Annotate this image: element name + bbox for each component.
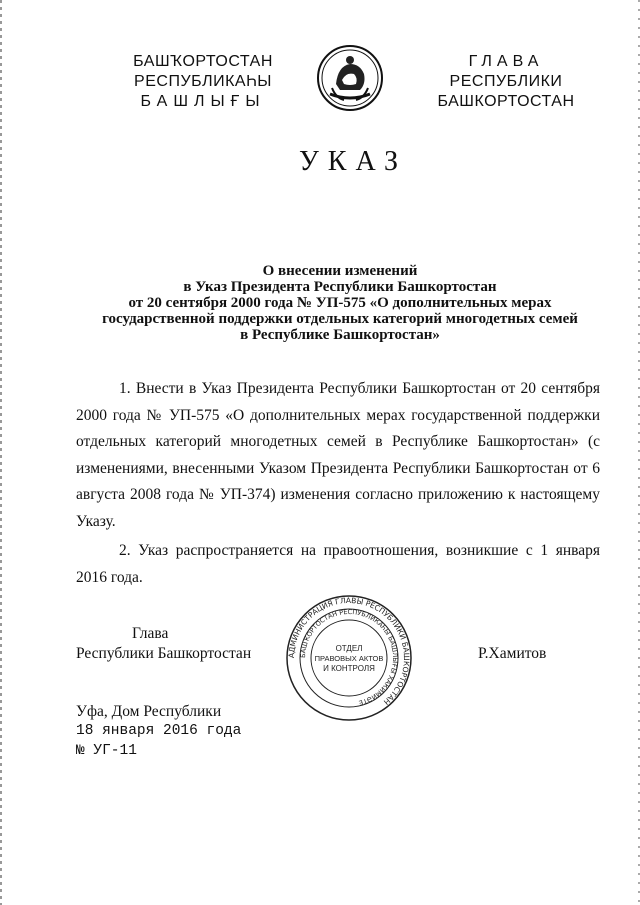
- subject-line: в Указ Президента Республики Башкортостан: [183, 279, 497, 295]
- issue-date: 18 января 2016 года: [76, 723, 242, 739]
- subject-line: государственной поддержки отдельных категорий многодетных семей: [102, 311, 578, 327]
- stamp-center-line: ОТДЕЛ: [335, 644, 363, 653]
- header-right: [422, 52, 590, 112]
- stamp-center-line: ПРАВОВЫХ АКТОВ: [314, 654, 384, 663]
- header-left: [118, 52, 288, 112]
- body-paragraph-1: 1. Внести в Указ Президента Республики Башкортостан от 20 сентября 2000 года № УП-575 «О дополнительных мерах государственной поддержки отдельных категорий многодетных семей в Республике Башкортостан» (с изменениями, внесенными Указом Президента Республики Башкортостан от 6 августа 2008 года № УП-374) изменения согласно приложению к настоящему Указу.: [76, 380, 600, 530]
- stamp-center-line: И КОНТРОЛЯ: [323, 664, 375, 673]
- subject-line: О внесении изменений: [262, 263, 418, 279]
- issue-place: Уфа, Дом Республики: [76, 703, 222, 720]
- header-left-line: РЕСПУБЛИКАҺЫ: [134, 73, 272, 90]
- document-body: [76, 376, 600, 591]
- issue-number: № УГ-11: [76, 743, 137, 759]
- stamp-outer-text: АДМИНИСТРАЦИЯ ГЛАВЫ РЕСПУБЛИКИ БАШКОРТОСТАН: [286, 595, 412, 707]
- body-paragraph-2: 2. Указ распространяется на правоотношения, возникшие с 1 января 2016 года.: [76, 542, 600, 586]
- emblem-svg: [316, 44, 384, 112]
- stamp-svg: [284, 593, 414, 723]
- header-left-line: БАШҠОРТОСТАН: [133, 53, 273, 70]
- header-left-line: БАШЛЫҒЫ: [140, 93, 266, 110]
- signature-position: [76, 624, 256, 664]
- header-right-line: БАШКОРТОСТАН: [437, 93, 575, 110]
- coat-of-arms-icon: [316, 44, 384, 112]
- signature-position-line2: Республики Башкортостан: [76, 645, 252, 662]
- signatory-name: Р.Хамитов: [478, 645, 547, 662]
- scan-edge-left: [0, 0, 2, 905]
- signature-position-line1: Глава: [132, 625, 169, 642]
- header-right-line: ГЛАВА: [468, 53, 544, 70]
- official-stamp: [284, 593, 414, 723]
- header-right-line: РЕСПУБЛИКИ: [449, 73, 563, 90]
- document-title: УКАЗ: [298, 146, 408, 177]
- stamp-inner-text: БАШҠОРТОСТАН РЕСПУБЛИКАҺЫ БАШЛЫҒЫ ХАКИМИӘТЕ: [298, 607, 400, 707]
- subject-line: от 20 сентября 2000 года № УП-575 «О дополнительных мерах: [128, 295, 552, 311]
- subject-line: в Республике Башкортостан»: [240, 327, 440, 343]
- subject-block: [60, 263, 620, 343]
